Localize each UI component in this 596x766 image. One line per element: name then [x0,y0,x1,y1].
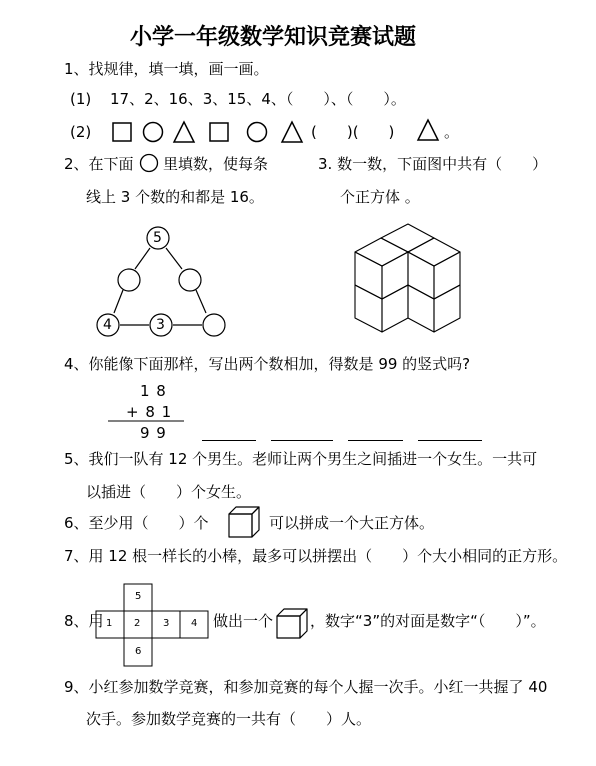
q2-line2: 线上 3 个数的和都是 16。 [86,188,264,206]
q1-part2-label: (2) [70,123,92,141]
net-cell-6: 6 [135,646,142,657]
q4-addend2: + 8 1 [126,403,173,421]
net-cell-1: 1 [106,618,113,629]
q1-part1-label: (1) [70,90,92,108]
q1-stem: 1、找规律，填一填，画一画。 [64,60,269,78]
q3-line1: 3. 数一数，下面图中共有（ ） [318,155,548,173]
q1-part2-end: 。 [444,123,460,141]
q9-line1: 9、小红参加数学竞赛，和参加竞赛的每个人握一次手。小红一共握了 40 [64,678,548,696]
q4-stem: 4、你能像下面那样，写出两个数相加，得数是 99 的竖式吗? [64,355,471,373]
q4-addend1: 1 8 [140,382,167,400]
net-cell-3: 3 [163,618,170,629]
net-cell-5: 5 [135,591,142,602]
q8-left: 8、用 [64,612,104,630]
q8-mid: 做出一个 [213,612,274,630]
q6-left: 6、至少用（ ）个 [64,514,209,532]
top-circle-number: 5 [153,230,162,246]
page-title: 小学一年级数学知识竞赛试题 [130,24,417,50]
q8-right: ，数字“3”的对面是数字“（ ）”。 [310,612,546,630]
q5-line2: 以插进（ ）个女生。 [86,483,252,501]
q2-line1b: 里填数，使每条 [163,155,269,173]
q1-part2-blanks: ( )( ) [311,123,395,141]
q1-part1-sequence: 17、2、16、3、15、4、（ ）、（ ）。 [110,90,406,108]
q5-line1: 5、我们一队有 12 个男生。老师让两个男生之间插进一个女生。一共可 [64,450,538,468]
net-cell-4: 4 [191,618,198,629]
q9-line2: 次手。参加数学竞赛的一共有（ ）人。 [86,710,372,728]
q7-text: 7、用 12 根一样长的小棒，最多可以拼摆出（ ）个大小相同的正方形。 [64,547,568,565]
q6-right: 可以拼成一个大正方体。 [269,514,435,532]
q2-line1a: 2、在下面 [64,155,134,173]
bottom-left-number: 4 [103,317,112,333]
q3-line2: 个正方体 。 [340,188,420,206]
net-cell-2: 2 [134,618,141,629]
q4-sum: 9 9 [140,424,167,442]
bottom-mid-number: 3 [156,317,165,333]
